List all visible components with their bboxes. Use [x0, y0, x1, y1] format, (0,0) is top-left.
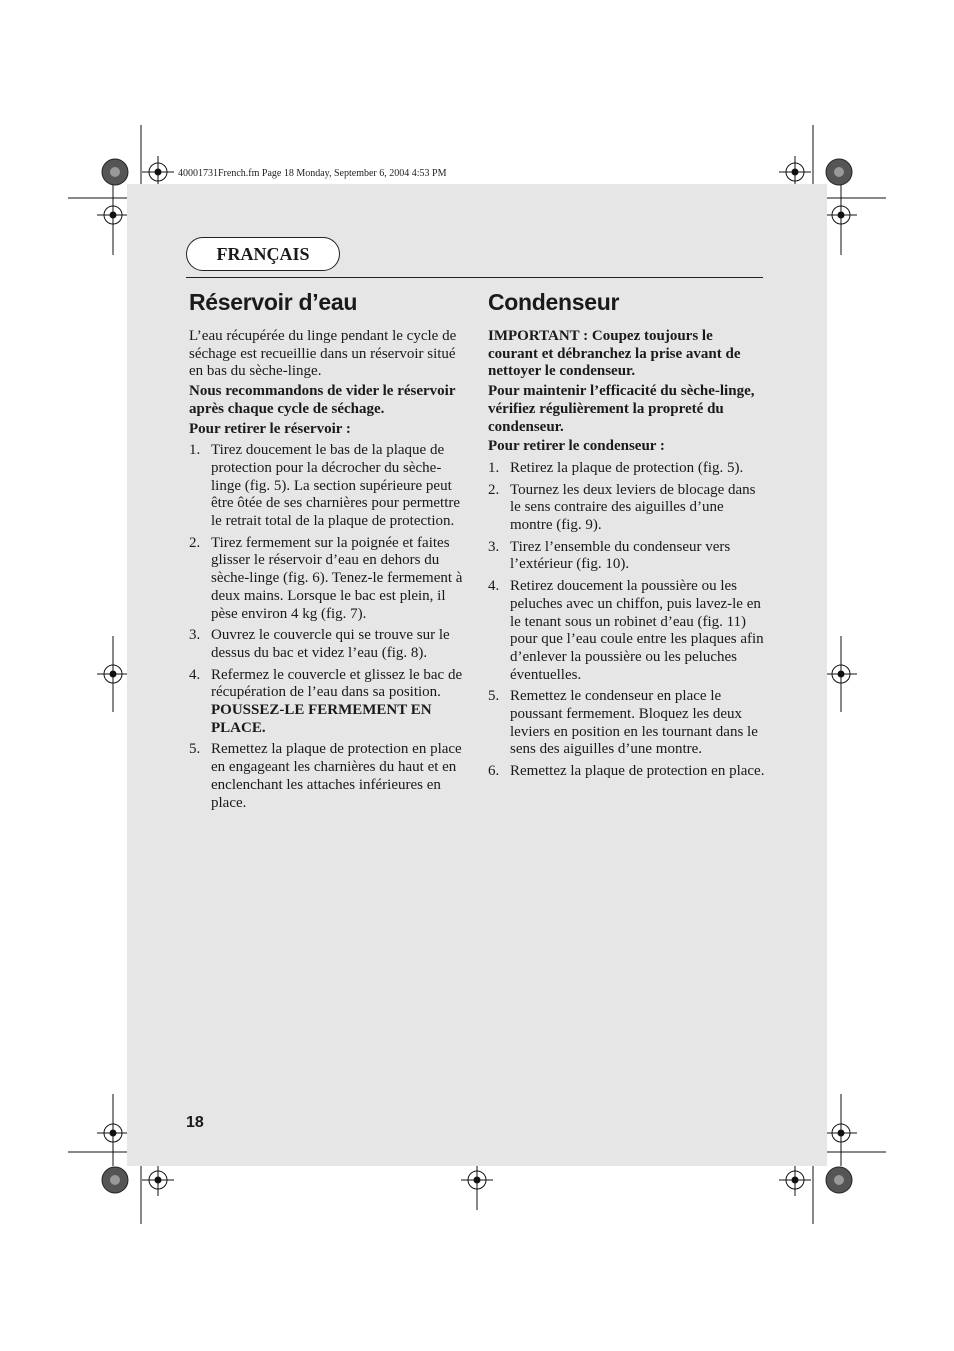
intro-paragraph: L’eau récupérée du linge pendant le cycle de séchage est recueillie dans un réservoir situé en bas du sèche-linge. [189, 328, 457, 380]
steps-list [189, 442, 469, 812]
step-number: 1. [189, 442, 201, 459]
list-item [189, 442, 469, 531]
recommendation-paragraph: Nous recommandons de vider le réservoir après chaque cycle de séchage. [189, 383, 456, 417]
step-text: Refermez le couvercle et glissez le bac de récupération de l’eau dans sa position. [211, 666, 463, 701]
step-number: 5. [488, 688, 500, 705]
step-number: 3. [488, 538, 500, 555]
list-item [189, 535, 469, 624]
section-title: Réservoir d’eau [189, 289, 358, 315]
step-number: 5. [189, 741, 201, 758]
list-item [488, 539, 766, 574]
file-header: 40001731French.fm Page 18 Monday, September 6, 2004 4:53 PM [178, 168, 447, 179]
step-text: Retirez doucement la poussière ou les peluches avec un chiffon, puis lavez-le en le tenant sous un robinet d’eau (fig. 11) pour que l’eau coule entre les plaques afin d’enlever la poussière ou les peluches éventuelles. [510, 578, 764, 683]
step-number: 1. [488, 459, 500, 476]
section-condenser [488, 286, 766, 785]
step-number: 6. [488, 763, 500, 780]
step-text: Tirez fermement sur la poignée et faites glisser le réservoir d’eau en dehors du sèche-linge (fig. 6). Tenez-le fermement à deux mains. Lorsque le bac est plein, il pèse environ 4 kg (fig. 7). [211, 534, 463, 622]
steps-list [488, 460, 766, 781]
section-title: Condenseur [488, 289, 620, 315]
step-number: 4. [488, 578, 500, 595]
list-item [488, 688, 766, 759]
section-water-tank [189, 286, 469, 816]
language-tab: FRANÇAIS [186, 237, 340, 271]
step-text: Remettez le condenseur en place le poussant fermement. Bloquez les deux leviers en position en les tournant dans le sens des aiguilles d’une montre. [510, 688, 758, 758]
step-text: Remettez la plaque de protection en place. [510, 763, 765, 780]
maintain-paragraph: Pour maintenir l’efficacité du sèche-linge, vérifiez régulièrement la propreté du condenseur. [488, 383, 755, 435]
list-item [488, 482, 766, 535]
list-item [488, 460, 766, 478]
step-emphasis: POUSSEZ-LE FERMEMENT EN PLACE. [211, 702, 432, 736]
important-paragraph: IMPORTANT : Coupez toujours le courant et débranchez la prise avant de nettoyer le condenseur. [488, 328, 741, 380]
steps-heading: Pour retirer le condenseur : [488, 438, 665, 455]
list-item [189, 627, 469, 662]
list-item [488, 763, 766, 781]
step-number: 3. [189, 627, 201, 644]
step-text: Remettez la plaque de protection en place en engageant les charnières du haut et en enclenchant les attaches inférieures en place. [211, 741, 462, 811]
step-text: Retirez la plaque de protection (fig. 5). [510, 459, 744, 476]
step-text: Tirez doucement le bas de la plaque de protection pour la décrocher du sèche-linge (fig. 5). La section supérieure peut être ôtée de ses charnières pour permettre le retrait total de la plaque de protection. [211, 442, 461, 530]
step-number: 2. [488, 481, 500, 498]
step-number: 4. [189, 666, 201, 683]
page-number: 18 [186, 1114, 204, 1131]
step-text: Tournez les deux leviers de blocage dans le sens contraire des aiguilles d’une montre (fig. 9). [510, 481, 756, 534]
step-number: 2. [189, 534, 201, 551]
list-item [189, 741, 469, 812]
step-text: Tirez l’ensemble du condenseur vers l’extérieur (fig. 10). [510, 538, 731, 573]
header-rule [186, 277, 763, 278]
step-text: Ouvrez le couvercle qui se trouve sur le dessus du bac et videz l’eau (fig. 8). [211, 627, 450, 661]
steps-heading: Pour retirer le réservoir : [189, 420, 351, 437]
list-item [488, 578, 766, 684]
list-item [189, 667, 469, 738]
